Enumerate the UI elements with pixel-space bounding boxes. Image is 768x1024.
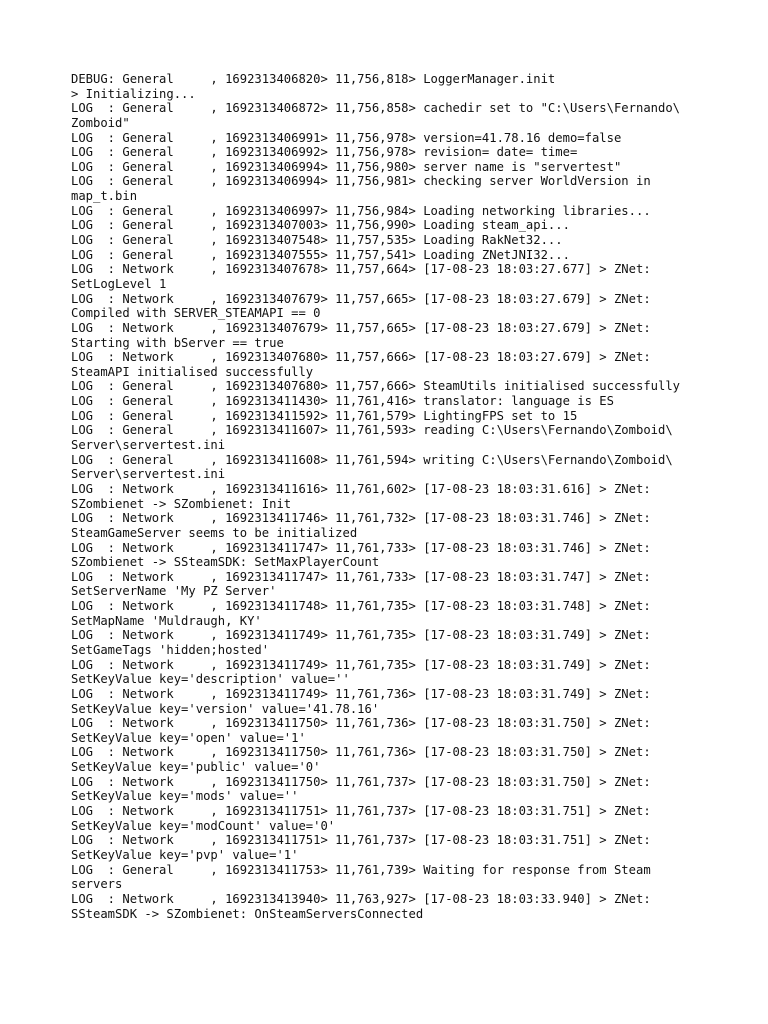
log-line: LOG : General , 1692313407003> 11,756,990> Loading steam_api... bbox=[71, 218, 570, 233]
log-line: LOG : General , 1692313406872> 11,756,858> cachedir set to "C:\Users\Fernando\ bbox=[71, 101, 681, 116]
log-line: LOG : General , 1692313407548> 11,757,535> Loading RakNet32... bbox=[71, 233, 563, 248]
log-text-block bbox=[71, 72, 711, 921]
log-line: LOG : Network , 1692313411751> 11,761,737> [17-08-23 18:03:31.751] > ZNet: bbox=[71, 804, 651, 819]
log-line: SetKeyValue key='public' value='0' bbox=[71, 760, 321, 775]
log-line: LOG : General , 1692313406994> 11,756,980> server name is "servertest" bbox=[71, 159, 622, 174]
log-line: LOG : General , 1692313407555> 11,757,541> Loading ZNetJNI32... bbox=[71, 247, 570, 262]
log-line: SteamGameServer seems to be initialized bbox=[71, 525, 358, 540]
log-line: LOG : General , 1692313406994> 11,756,981> checking server WorldVersion in bbox=[71, 174, 651, 189]
log-line: LOG : Network , 1692313411749> 11,761,735> [17-08-23 18:03:31.749] > ZNet: bbox=[71, 657, 651, 672]
log-line: DEBUG: General , 1692313406820> 11,756,818> LoggerManager.init bbox=[71, 72, 556, 86]
log-line: LOG : General , 1692313406997> 11,756,984> Loading networking libraries... bbox=[71, 203, 651, 218]
log-line: SetKeyValue key='open' value='1' bbox=[71, 730, 306, 745]
log-line: SetKeyValue key='description' value='' bbox=[71, 672, 350, 687]
log-line: LOG : Network , 1692313411616> 11,761,602> [17-08-23 18:03:31.616] > ZNet: bbox=[71, 481, 651, 496]
log-line: servers bbox=[71, 877, 123, 892]
log-line: map_t.bin bbox=[71, 189, 138, 204]
log-line: Starting with bServer == true bbox=[71, 335, 284, 350]
log-line: SetGameTags 'hidden;hosted' bbox=[71, 642, 270, 657]
log-line: LOG : General , 1692313411607> 11,761,593> reading C:\Users\Fernando\Zomboid\ bbox=[71, 423, 673, 438]
log-line: LOG : Network , 1692313411750> 11,761,736> [17-08-23 18:03:31.750] > ZNet: bbox=[71, 716, 651, 731]
log-line: LOG : Network , 1692313407679> 11,757,665> [17-08-23 18:03:27.679] > ZNet: bbox=[71, 291, 651, 306]
log-line: LOG : General , 1692313411430> 11,761,416> translator: language is ES bbox=[71, 394, 614, 409]
log-line: LOG : Network , 1692313411746> 11,761,732> [17-08-23 18:03:31.746] > ZNet: bbox=[71, 511, 651, 526]
log-line: SetLogLevel 1 bbox=[71, 276, 167, 291]
log-line: LOG : Network , 1692313411749> 11,761,735> [17-08-23 18:03:31.749] > ZNet: bbox=[71, 628, 651, 643]
log-line: SZombienet -> SSteamSDK: SetMaxPlayerCount bbox=[71, 555, 380, 570]
log-line: LOG : General , 1692313407680> 11,757,666> SteamUtils initialised successfully bbox=[71, 379, 681, 394]
log-line: SetKeyValue key='pvp' value='1' bbox=[71, 847, 299, 862]
log-line: LOG : General , 1692313411608> 11,761,594> writing C:\Users\Fernando\Zomboid\ bbox=[71, 452, 673, 467]
log-line: Server\servertest.ini bbox=[71, 467, 226, 482]
log-line: SSteamSDK -> SZombienet: OnSteamServersConnected bbox=[71, 906, 424, 921]
log-line: LOG : Network , 1692313413940> 11,763,927> [17-08-23 18:03:33.940] > ZNet: bbox=[71, 891, 651, 906]
log-line: > Initializing... bbox=[71, 86, 196, 101]
log-line: LOG : Network , 1692313411749> 11,761,736> [17-08-23 18:03:31.749] > ZNet: bbox=[71, 686, 651, 701]
log-line: LOG : Network , 1692313411750> 11,761,737> [17-08-23 18:03:31.750] > ZNet: bbox=[71, 774, 651, 789]
log-line: LOG : Network , 1692313407679> 11,757,665> [17-08-23 18:03:27.679] > ZNet: bbox=[71, 320, 651, 335]
log-line: SetMapName 'Muldraugh, KY' bbox=[71, 613, 262, 628]
log-line: LOG : General , 1692313411753> 11,761,739> Waiting for response from Steam bbox=[71, 862, 651, 877]
log-line: Server\servertest.ini bbox=[71, 438, 226, 453]
log-line: SetKeyValue key='version' value='41.78.16' bbox=[71, 701, 380, 716]
log-line: LOG : Network , 1692313407680> 11,757,666> [17-08-23 18:03:27.679] > ZNet: bbox=[71, 350, 651, 365]
log-line: LOG : Network , 1692313411750> 11,761,736> [17-08-23 18:03:31.750] > ZNet: bbox=[71, 745, 651, 760]
log-line: LOG : Network , 1692313411748> 11,761,735> [17-08-23 18:03:31.748] > ZNet: bbox=[71, 599, 651, 614]
log-line: LOG : General , 1692313411592> 11,761,579> LightingFPS set to 15 bbox=[71, 408, 578, 423]
log-line: LOG : General , 1692313406992> 11,756,978> revision= date= time= bbox=[71, 145, 578, 160]
log-line: SetKeyValue key='modCount' value='0' bbox=[71, 818, 336, 833]
log-line: LOG : Network , 1692313411747> 11,761,733> [17-08-23 18:03:31.746] > ZNet: bbox=[71, 540, 651, 555]
log-line: Zomboid" bbox=[71, 115, 130, 130]
log-line: LOG : Network , 1692313411747> 11,761,733> [17-08-23 18:03:31.747] > ZNet: bbox=[71, 569, 651, 584]
log-line: SetServerName 'My PZ Server' bbox=[71, 584, 277, 599]
log-line: SetKeyValue key='mods' value='' bbox=[71, 789, 299, 804]
log-line: SZombienet -> SZombienet: Init bbox=[71, 496, 292, 511]
log-line: SteamAPI initialised successfully bbox=[71, 364, 314, 379]
log-line: LOG : Network , 1692313407678> 11,757,664> [17-08-23 18:03:27.677] > ZNet: bbox=[71, 262, 651, 277]
log-line: Compiled with SERVER_STEAMAPI == 0 bbox=[71, 306, 321, 321]
log-line: LOG : Network , 1692313411751> 11,761,737> [17-08-23 18:03:31.751] > ZNet: bbox=[71, 833, 651, 848]
log-line: LOG : General , 1692313406991> 11,756,978> version=41.78.16 demo=false bbox=[71, 130, 622, 145]
